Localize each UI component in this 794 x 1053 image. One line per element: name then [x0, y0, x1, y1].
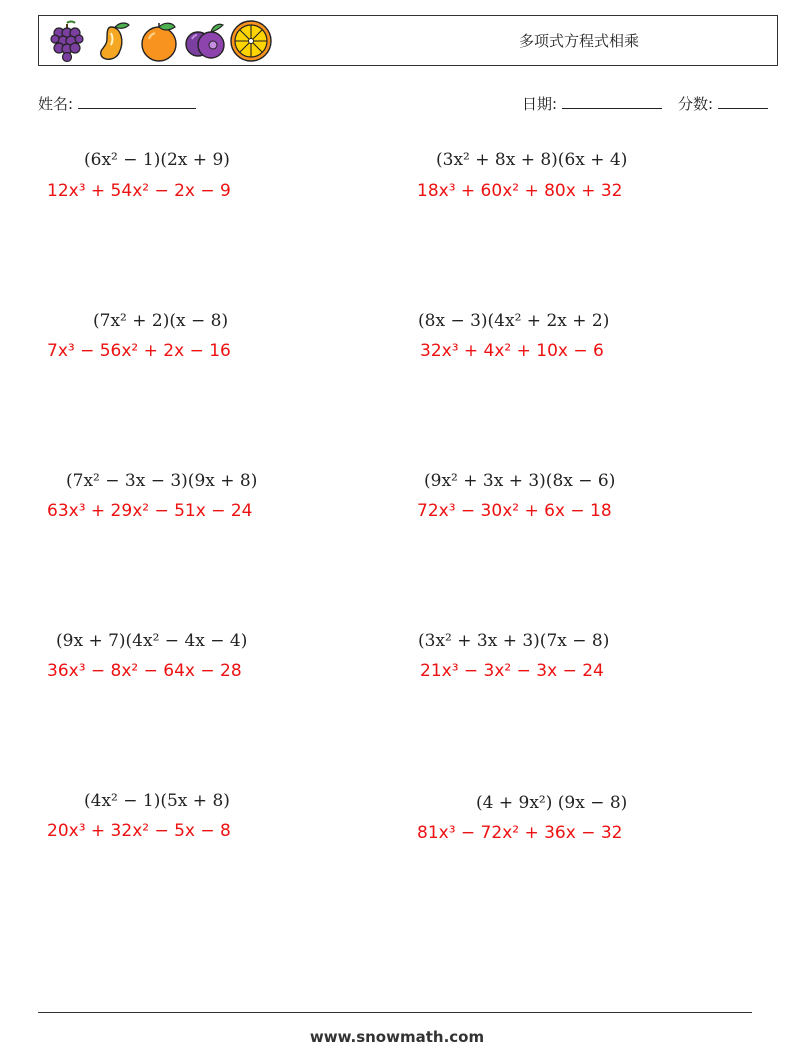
score-blank[interactable] — [718, 96, 768, 109]
problem-9-answer: 20x³ + 32x² − 5x − 8 — [47, 821, 231, 841]
problem-2-answer: 18x³ + 60x² + 80x + 32 — [417, 181, 623, 201]
orange-icon — [137, 19, 181, 63]
name-blank[interactable] — [78, 96, 196, 109]
problem-5-question: (7x² − 3x − 3)(9x + 8) — [66, 471, 258, 491]
name-label: 姓名: — [38, 95, 74, 113]
problem-10-answer: 81x³ − 72x² + 36x − 32 — [417, 823, 623, 843]
problem-10-question: (4 + 9x²) (9x − 8) — [476, 793, 628, 813]
worksheet-title: 多项式方程式相乘 — [519, 32, 640, 50]
orange-slice-icon — [229, 19, 273, 63]
problem-5-answer: 63x³ + 29x² − 51x − 24 — [47, 501, 253, 521]
mango-icon — [91, 19, 135, 63]
score-label: 分数: — [678, 95, 714, 113]
problem-4-answer: 32x³ + 4x² + 10x − 6 — [420, 341, 604, 361]
footer-website[interactable]: www.snowmath.com — [309, 1028, 485, 1046]
problem-6-question: (9x² + 3x + 3)(8x − 6) — [424, 471, 616, 491]
problem-9-question: (4x² − 1)(5x + 8) — [84, 791, 230, 811]
problem-1-question: (6x² − 1)(2x + 9) — [84, 150, 230, 170]
footer-divider — [38, 1012, 752, 1013]
score-field — [678, 93, 768, 114]
plum-icon — [183, 19, 227, 63]
name-field — [38, 93, 196, 114]
problem-7-answer: 36x³ − 8x² − 64x − 28 — [47, 661, 242, 681]
problem-6-answer: 72x³ − 30x² + 6x − 18 — [417, 501, 612, 521]
problem-3-question: (7x² + 2)(x − 8) — [93, 311, 229, 331]
problem-2-question: (3x² + 8x + 8)(6x + 4) — [436, 150, 628, 170]
problem-8-question: (3x² + 3x + 3)(7x − 8) — [418, 631, 610, 651]
problem-7-question: (9x + 7)(4x² − 4x − 4) — [56, 631, 248, 651]
date-field — [522, 93, 662, 114]
problem-3-answer: 7x³ − 56x² + 2x − 16 — [47, 341, 231, 361]
problem-4-question: (8x − 3)(4x² + 2x + 2) — [418, 311, 610, 331]
date-label: 日期: — [522, 95, 558, 113]
problem-8-answer: 21x³ − 3x² − 3x − 24 — [420, 661, 604, 681]
problem-1-answer: 12x³ + 54x² − 2x − 9 — [47, 181, 231, 201]
date-blank[interactable] — [562, 96, 662, 109]
grapes-icon — [45, 19, 89, 63]
worksheet-header — [38, 15, 778, 66]
